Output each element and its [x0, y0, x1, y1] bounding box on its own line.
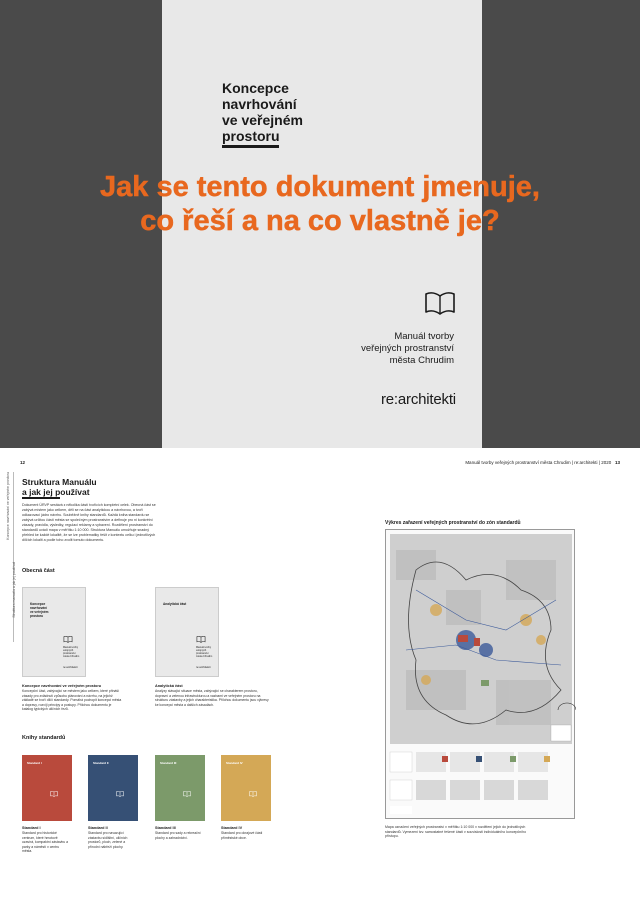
- section-title-rule: [22, 497, 60, 499]
- standard-book-2[interactable]: Standard II: [88, 755, 138, 821]
- brand-logo-text: re:architekti: [381, 391, 456, 408]
- standard-4-caption-title: Standard IV: [221, 826, 243, 830]
- page-number-left: 12: [20, 460, 26, 465]
- book-icon: [63, 636, 73, 643]
- book-icon: [249, 791, 257, 797]
- map-caption: Mapa označení veřejných prostranství v měřítku 1:10 000 v rozdělení jejich do jednotlivých standardů. Vymezení tzv. samostatné řešené části v souvislosti individuálního koncepčního přístupu.: [385, 825, 527, 839]
- book-icon: [424, 292, 456, 316]
- thumbnail-brand: re:architekti: [63, 665, 78, 669]
- standard-1-caption-title: Standard I: [22, 826, 41, 830]
- thumbnail-brand: re:architekti: [196, 665, 211, 669]
- intro-paragraph: Dokument ÚRVP sestává z několika částí tvořících kompletní celek. Obecná část se zabývá místem jako celkem, děli se na část analytickou a návrhovou, a tvoří odkazovací jádro návrhu. Souběžně knihy standardů. Každá kniha standardu se zabývá určitou částí města se společným prostranstvím a definuje pro ni konkrétní zásady, pravidla, výsledky, regulaci reklamy a vybavení. Rozdělení prostranství do standardů uvádí mapa v měřítku 1:10 000. Struktura Manuálu umožňuje snadný přehled ke každé lokalitě, že se lze problematiky řešit v kontextu celku i jednotlivých dílčích lokalit a podle toho zvolit tomuto dokumentu.: [22, 503, 156, 542]
- standard-2-caption: Standard pro navazující zástavbu sídlištní, uličních prostorů, ploch, zelené a přírodní nábřeží plochy.: [88, 831, 128, 849]
- page-header-right: Manuál tvorby veřejných prostranství města Chrudim | re:architekti | 2020 13: [465, 460, 620, 465]
- standard-2-caption-title: Standard II: [88, 826, 108, 830]
- book-icon: [183, 791, 191, 797]
- thumbnail-koncepce[interactable]: [22, 587, 86, 677]
- book-icon: [50, 791, 58, 797]
- map-title: Výkres zařazení veřejných prostranství do zón standardů: [385, 520, 521, 526]
- thumbnail-analyticka[interactable]: [155, 587, 219, 677]
- standard-3-caption-title: Standard III: [155, 826, 176, 830]
- thumbnail-subtitle: Manuál tvorby veřejných prostranství města Chrudim: [196, 646, 213, 658]
- standard-book-4[interactable]: Standard IV: [221, 755, 271, 821]
- book-icon: [196, 636, 206, 643]
- map-illustration: [386, 530, 576, 820]
- cover-title: Koncepce navrhování ve veřejném prostoru: [222, 80, 303, 144]
- standard-4-caption: Standard pro okrajové části příměstské obce.: [221, 831, 263, 840]
- standard-3-caption: Standard pro sady a rekreační plochy a zahradnictví.: [155, 831, 201, 840]
- manual-subtitle: Manuál tvorby veřejných prostranství města Chrudim: [361, 331, 454, 366]
- standard-book-1[interactable]: Standard I: [22, 755, 72, 821]
- overlay-question: Jak se tento dokument jmenuje, co řeší a na co vlastně je?: [100, 171, 540, 237]
- side-tab: Koncepce navrhování ve veřejném prostoru Struktura manuálu a jak jej používat: [4, 472, 14, 642]
- caption-analyticka: Analýzy stávající situace města, zabývající se charakterem prostoru, dopravní a zelenou infrastrukturou a vazbami ve veřejném prostoru na strukturu zástavby a jejich charakteristika. Přílohou dokumentu jsou výkresy ke koncepci města a dalších zásadách.: [155, 689, 269, 707]
- obecna-heading: Obecná část: [22, 568, 55, 574]
- caption-koncepce: Koncepční část, zabývající se městem jako celkem, které přináší zásady pro zvládnutí způsobu plánování a návrhu, na jejichž základě se tvoří dílčí standardy. Pomáhá pochopit koncepci města a dopravy, rozvíjí principy a postupy. Přílohou dokumentu je katalog typických uličních řezů.: [22, 689, 122, 712]
- section-title: Struktura Manuálu a jak jej používat: [22, 477, 97, 497]
- standard-book-3[interactable]: Standard III: [155, 755, 205, 821]
- caption-title-analyticka: Analytická část: [155, 684, 183, 688]
- caption-title-koncepce: Koncepce navrhování ve veřejném prostoru: [22, 684, 102, 688]
- knihy-heading: Knihy standardů: [22, 735, 66, 741]
- standard-1-caption: Standard pro historické centrum, které hmotově uzavírá, kompaktní zástavbu a parky a náměstí v centru města.: [22, 831, 68, 854]
- document-spread: [0, 450, 640, 897]
- book-icon: [116, 791, 124, 797]
- map-frame[interactable]: [385, 529, 575, 819]
- cover-title-rule: [222, 145, 279, 148]
- thumbnail-subtitle: Manuál tvorby veřejných prostranství města Chrudim: [63, 646, 80, 658]
- thumbnail-title: Analytická část: [163, 602, 187, 606]
- thumbnail-title: Koncepce navrhování ve veřejném prostoru: [30, 602, 49, 618]
